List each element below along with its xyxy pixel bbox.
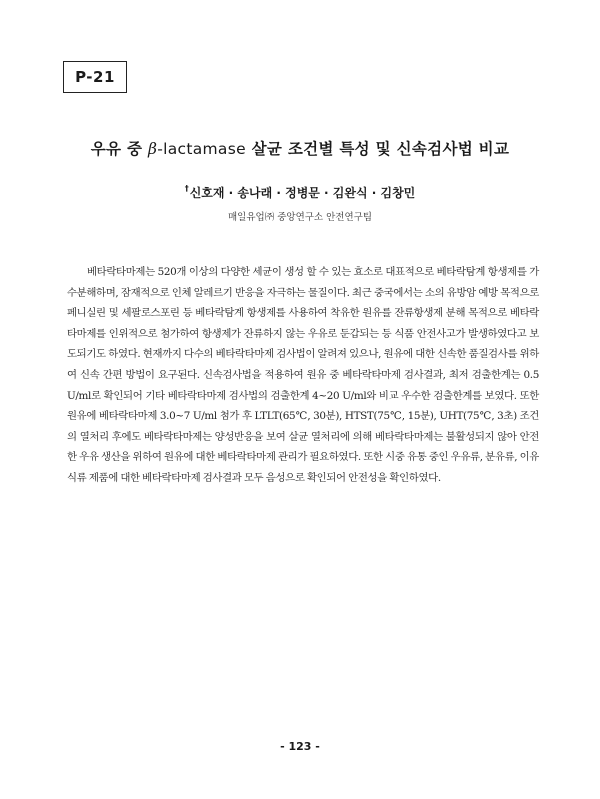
title-beta-symbol: β [147, 140, 158, 158]
corresponding-author-mark: † [184, 184, 189, 193]
author-names: 신호재 · 송나래 · 정병문 · 김완식 · 김창민 [189, 186, 416, 200]
author-list [0, 184, 600, 201]
title-suffix: 살균 조건별 특성 및 신속검사법 비교 [251, 140, 510, 158]
poster-code-box [63, 61, 127, 93]
abstract-body: 베타락타마제는 520개 이상의 다양한 세균이 생성 할 수 있는 효소로 대표적으로 베타락탐계 항생제를 가수분해하며, 잠재적으로 인체 알레르기 반응을 자극하는 물질이다. 최근 중국에서는 소의 유방암 예방 목적으로 페니실린 및 세팔로스포린 등 베타락탐계 항생제를 사용하여 착유한 원유를 잔류항생제 분해 목적으로 베타락타마제를 인위적으로 첨가하여 항생제가 잔류하지 않는 우유로 둔갑되는 등 식품 안전사고가 발생하였다고 보도되기도 하였다. 현재까지 다수의 베타락타마제 검사법이 알려져 있으나, 원유에 대한 신속한 품질검사를 위하여 신속 간편 방법이 요구된다. 신속검사법을 적용하여 원유 중 베타락타마제 검사결과, 최저 검출한계는 0.5 U/ml로 확인되어 기타 베타락타마제 검사법의 검출한계 4~20 U/ml와 비교 우수한 검출한계를 보였다. 또한 원유에 베타락타마제 3.0~7 U/ml 첨가 후 LTLT(65℃, 30분), HTST(75℃, 15분), UHT(75℃, 3초) 조건의 열처리 후에도 베타락타마제는 양성반응을 보여 살균 열처리에 의해 베타락타마제는 불활성되지 않아 안전한 우유 생산을 위하여 원유에 대한 베타락타마제 관리가 필요하였다. 또한 시중 유통 중인 우유류, 분유류, 이유식류 제품에 대한 베타락타마제 검사결과 모두 음성으로 확인되어 안전성을 확인하였다. [67, 266, 539, 484]
title-prefix: 우유 중 [90, 140, 143, 158]
paper-title [40, 137, 560, 159]
affiliation: 매일유업㈜ 중앙연구소 안전연구팀 [227, 212, 373, 223]
title-latin: -lactamase [157, 140, 246, 158]
page-number: - 123 - [280, 740, 320, 753]
poster-code: P-21 [75, 68, 115, 86]
